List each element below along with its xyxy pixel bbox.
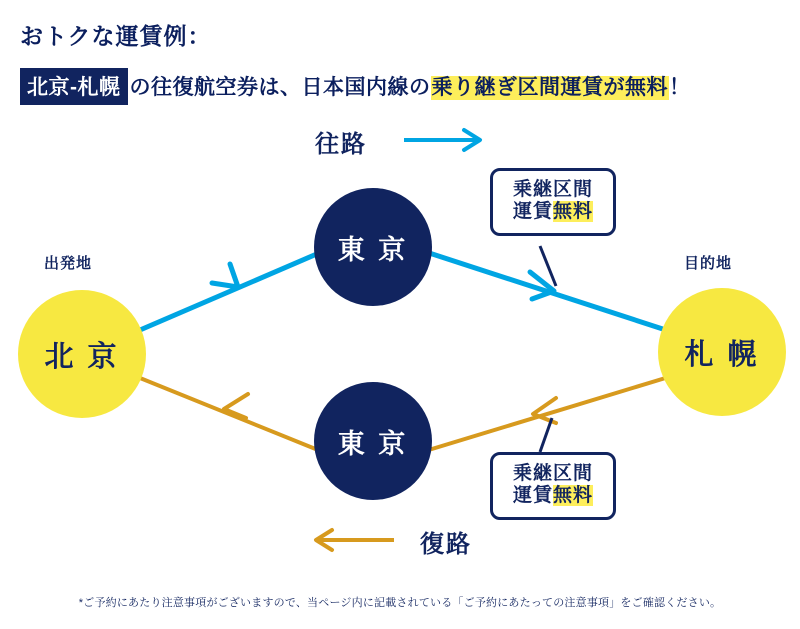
subtitle: [20, 68, 691, 105]
callout-return-free: 無料: [553, 485, 594, 507]
node-transit-outbound-label: 東 京: [337, 234, 409, 265]
callout-return-line1: 乗継区間: [512, 463, 593, 484]
subtitle-prefix: の往復航空券は、日本国内線の: [129, 76, 431, 99]
node-destination-label: 札 幌: [684, 338, 760, 371]
callout-outbound-prefix: 運賃: [512, 201, 553, 223]
node-transit-tokyo-return: [314, 382, 432, 500]
node-origin-label: 北 京: [44, 340, 120, 373]
node-origin-caption: 出発地: [44, 255, 93, 272]
node-destination-caption: 目的地: [684, 255, 733, 272]
callout-outbound-line1: 乗継区間: [512, 179, 593, 200]
callout-outbound-line2: [503, 201, 603, 223]
node-origin-beijing: [18, 290, 146, 418]
direction-label-outbound: 往路: [315, 131, 367, 158]
callout-return-free-transit: [490, 452, 616, 520]
page-title: おトクな運賃例：: [20, 23, 212, 49]
callout-return-line2: [503, 485, 603, 507]
node-transit-tokyo-outbound: [314, 188, 432, 306]
direction-label-return: 復路: [420, 531, 472, 558]
subtitle-suffix: ！: [669, 76, 691, 99]
node-destination-sapporo: [658, 288, 786, 416]
callout-outbound-free-transit: [490, 168, 616, 236]
footnote: *ご予約にあたり注意事項がございますので、当ページ内に記載されている「ご予約にあたっての注意事項」をご確認ください。: [78, 597, 722, 609]
route-chip: 北京-札幌: [20, 68, 128, 105]
node-transit-return-label: 東 京: [337, 428, 409, 459]
subtitle-highlight: 乗り継ぎ区間運賃が無料: [431, 76, 668, 99]
callout-return-prefix: 運賃: [512, 485, 553, 507]
callout-outbound-free: 無料: [553, 201, 594, 223]
